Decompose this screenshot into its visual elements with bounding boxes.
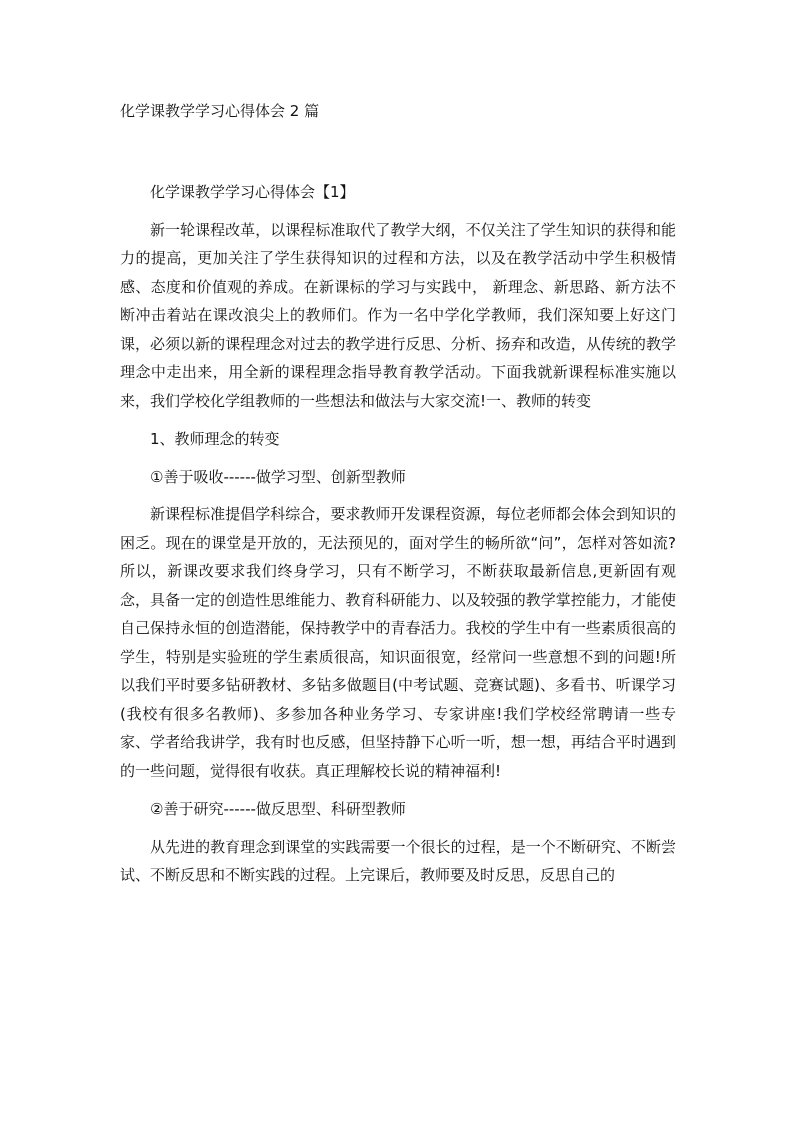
intro-paragraph: 新一轮课程改革，以课程标准取代了教学大纲，不仅关注了学生知识的获得和能力的提高，更加关注了学生获得知识的过程和方法，以及在教学活动中学生积极情感、态度和价值观的养成。在新课标的学习与实践中， 新理念、新思路、新方法不断冲击着站在课改浪尖上的教师们。作为一名中学化学教师，我们深知要上好这门课，必须以新的课程理念对过去的教学进行反思、分析、扬弃和改造，从传统的教学理念中走出来，用全新的课程理念指导教育教学活动。下面我就新课程标准实施以来，我们学校化学组教师的一些想法和做法与大家交流!一、教师的转变 [120,220,676,410]
point-2-paragraph: 从先进的教育理念到课堂的实践需要一个很长的过程，是一个不断研究、不断尝试、不断反思和不断实践的过程。上完课后，教师要及时反思，反思自己的 [120,837,676,884]
point-1-paragraph: 新课程标准提倡学科综合，要求教师开发课程资源，每位老师都会体会到知识的困乏。现在的课堂是开放的，无法预见的，面对学生的畅所欲“问”，怎样对答如流?所以，新课改要求我们终身学习，只有不断学习，不断获取最新信息,更新固有观念，具备一定的创造性思维能力、教育科研能力、以及较强的教学掌控能力，才能使自己保持永恒的创造潜能，保持教学中的青春活力。我校的学生中有一些素质很高的学生，特别是实验班的学生素质很高，知识面很宽，经常问一些意想不到的问题!所以我们平时要多钻研教材、多钻多做题目(中考试题、竞赛试题)、多看书、听课学习(我校有很多名教师)、多参加各种业务学习、专家讲座!我们学校经常聘请一些专家、学者给我讲学，我有时也反感，但坚持静下心听一听，想一想，再结合平时遇到的一些问题，觉得很有收获。真正理解校长说的精神福利! [120,505,676,780]
document-body [120,178,676,890]
point-2-heading: ②善于研究------做反思型、科研型教师 [150,800,406,818]
section-heading: 化学课教学学习心得体会【1】 [150,183,355,201]
point-1-heading: ①善于吸收------做学习型、创新型教师 [150,467,406,486]
document-title: 化学课教学学习心得体会 2 篇 [120,102,320,120]
subheading-teacher-concept: 1、教师理念的转变 [150,430,280,448]
